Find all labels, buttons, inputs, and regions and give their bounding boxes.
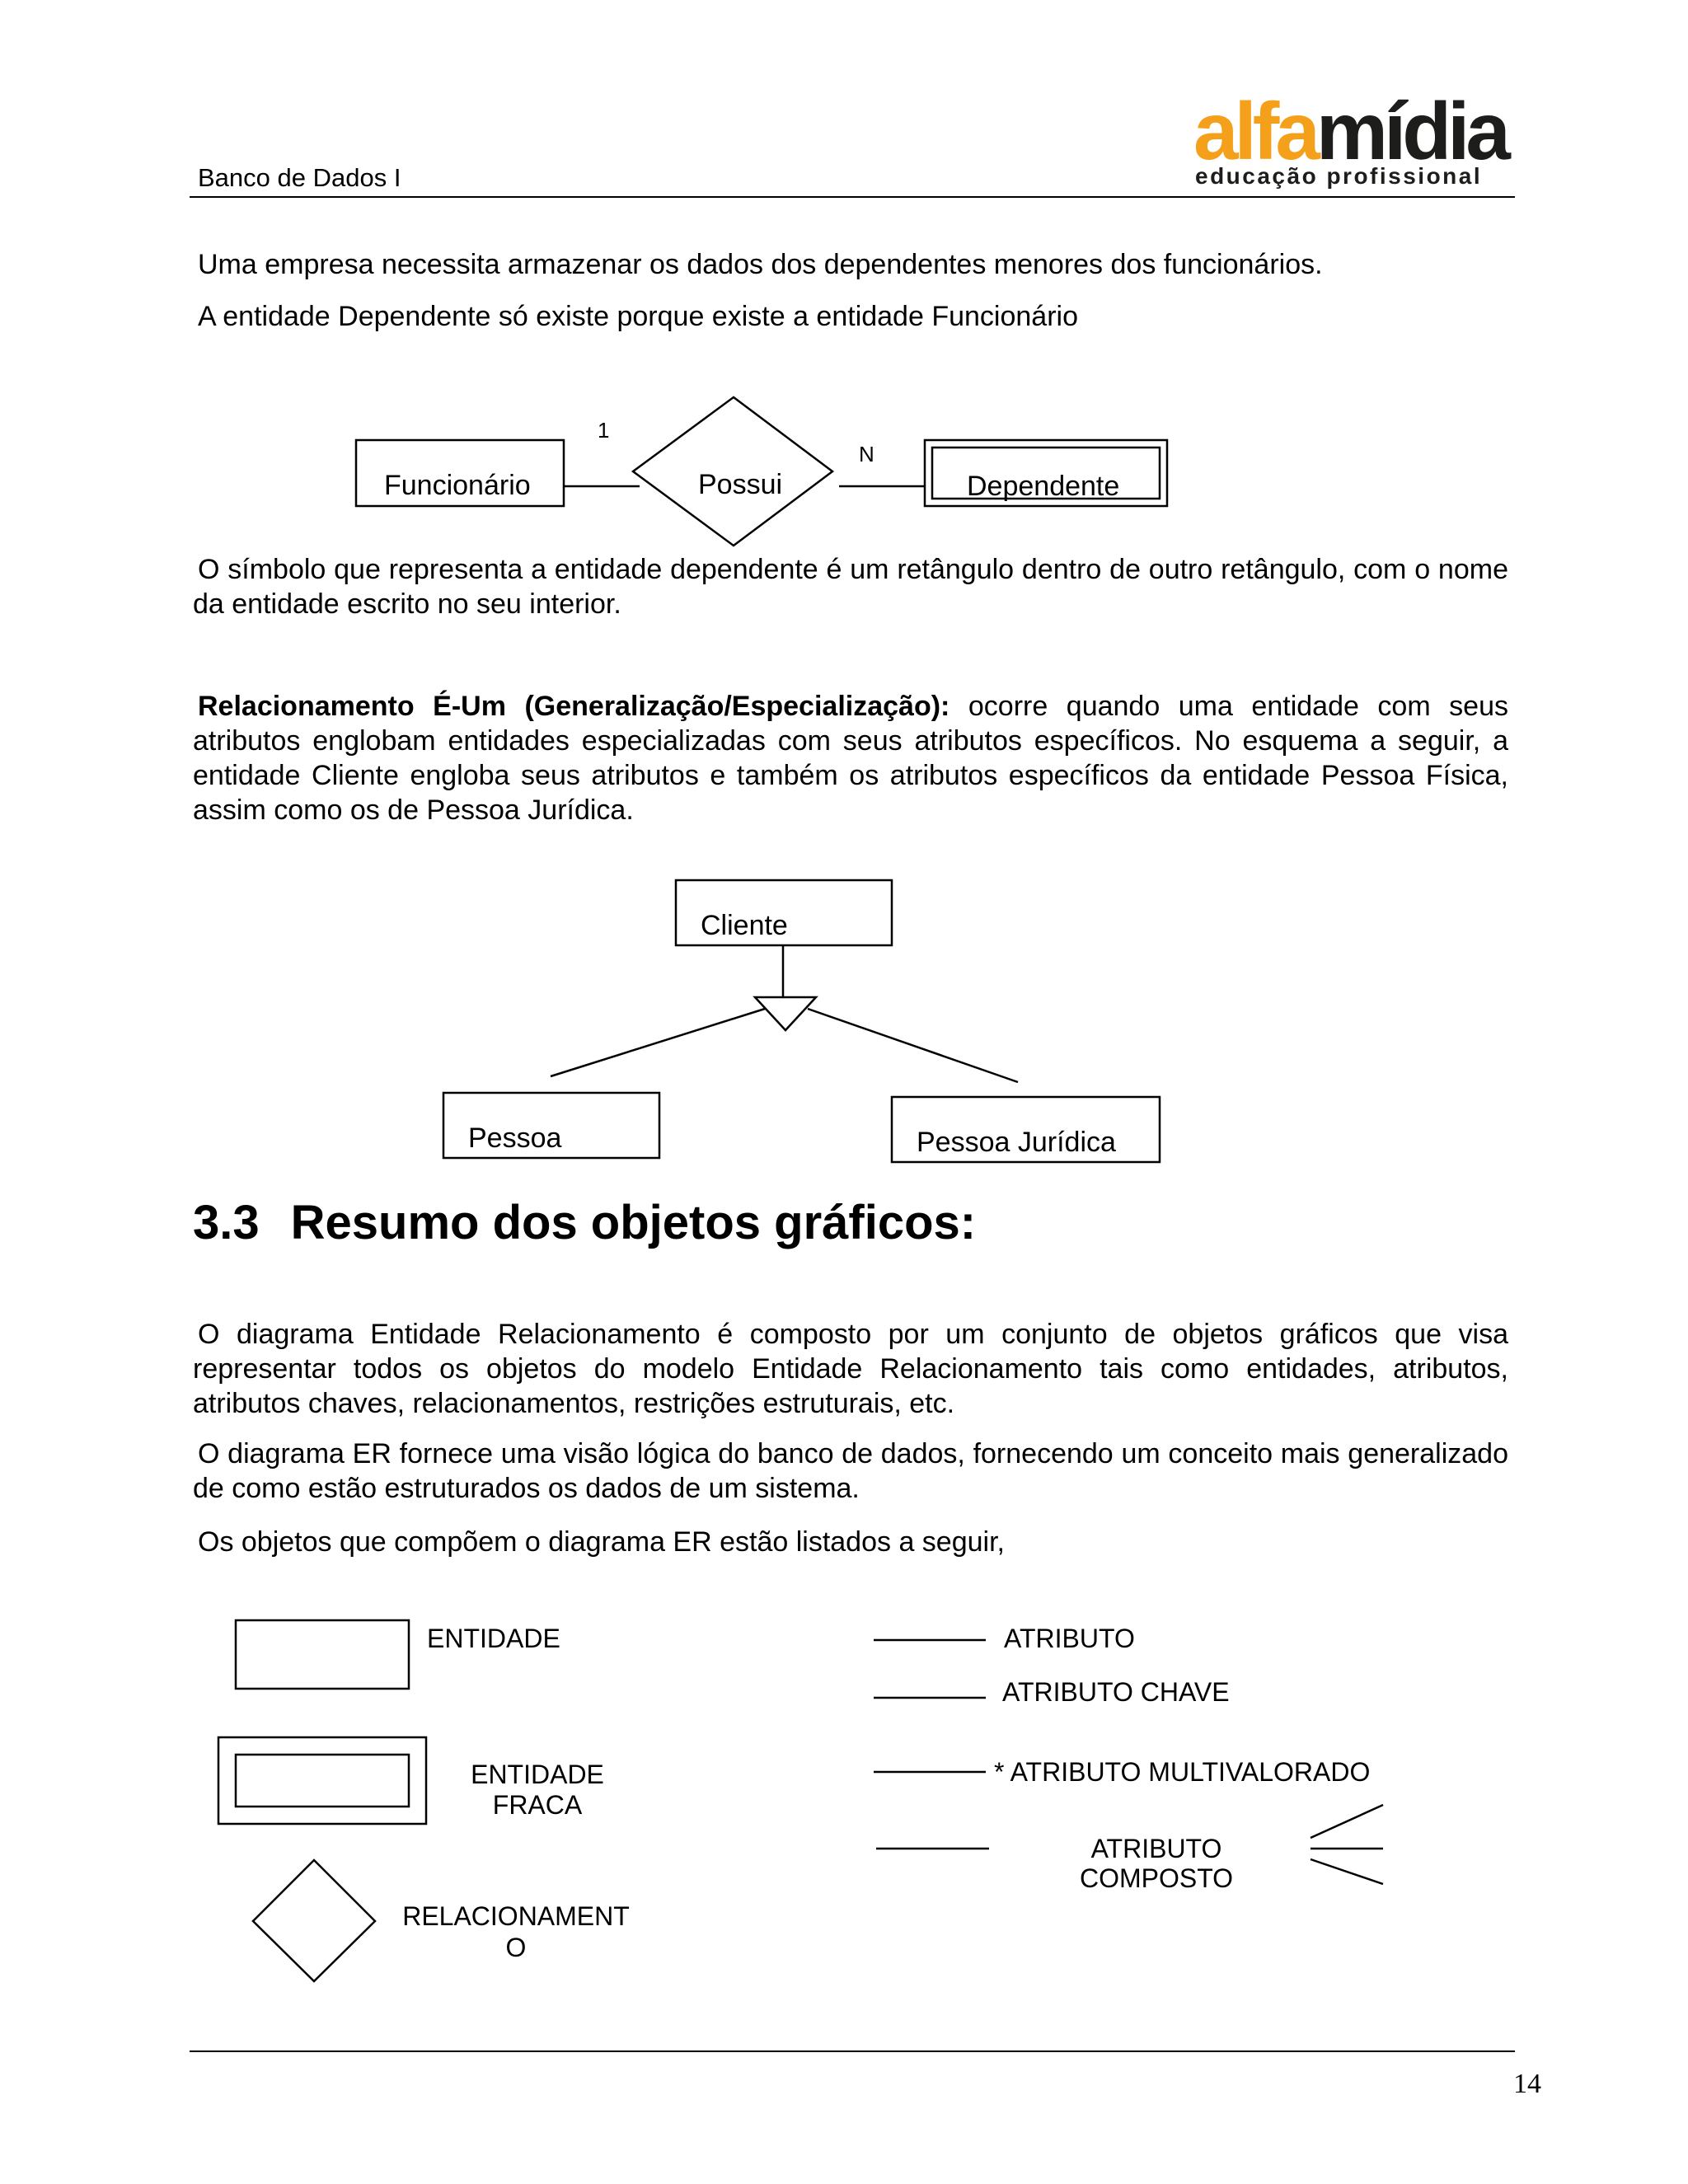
- logo-tagline: educação profissional: [1195, 163, 1483, 189]
- pessoa-label: Pessoa: [468, 1122, 562, 1154]
- legend-weak-entity-inner: [236, 1755, 409, 1807]
- page-number: 14: [1513, 2069, 1541, 2099]
- section-heading: 3.3 Resumo dos objetos gráficos:: [193, 1196, 977, 1249]
- isa-paragraph: [193, 689, 1508, 827]
- legend-composite-attribute-label-1: ATRIBUTO: [1090, 1834, 1222, 1863]
- isa-lead: Relacionamento É-Um (Generalização/Especialização):: [198, 691, 950, 722]
- summary-paragraph-1: O diagrama Entidade Relacionamento é composto por um conjunto de objetos gráficos que visa representar todos os objetos do modelo Entidade Relacionamento tais como entidades, atributos, atributos chaves, relacionamentos, restrições estruturais, etc.: [193, 1319, 1508, 1419]
- isa-triangle: [755, 997, 816, 1030]
- legend-weak-entity-label-1: ENTIDADE: [471, 1760, 604, 1789]
- possui-diamond: [633, 397, 832, 546]
- dependente-inner-box: [932, 448, 1160, 499]
- legend-entity-label: ENTIDADE: [427, 1624, 560, 1653]
- legend-multivalued-attribute-label: * ATRIBUTO MULTIVALORADO: [994, 1757, 1371, 1787]
- isa-line-left: [551, 1009, 765, 1076]
- legend-entity-box: [236, 1620, 409, 1689]
- possui-label: Possui: [698, 469, 783, 500]
- isa-text: ocorre quando uma entidade com seus atributos englobam entidades especializadas com seus atributos específicos. No esquema a seguir, a entidade Cliente engloba seus atributos e também os atributos específicos da entidade Pessoa Física, assim como os de Pessoa Jurídica.: [193, 691, 1508, 826]
- pessoa-juridica-label: Pessoa Jurídica: [917, 1127, 1116, 1158]
- legend-key-attribute-label: ATRIBUTO CHAVE: [1002, 1677, 1230, 1707]
- cliente-label: Cliente: [701, 910, 788, 941]
- legend-composite-attribute-label-2: COMPOSTO: [1079, 1863, 1234, 1893]
- legend-relationship-label-2: O: [505, 1933, 527, 1962]
- weak-entity-diagram: [356, 397, 1167, 546]
- legend-shapes: [218, 1620, 1383, 1981]
- legend-relationship-label-1: RELACIONAMENT: [402, 1901, 630, 1931]
- intro-paragraph-2: A entidade Dependente só existe porque existe a entidade Funcionário: [198, 301, 1078, 332]
- pessoa-juridica-entity-box: [892, 1097, 1160, 1162]
- cardinality-n: N: [859, 442, 874, 466]
- intro-paragraph-1: Uma empresa necessita armazenar os dados dos dependentes menores dos funcionários.: [198, 249, 1323, 280]
- logo-wordmark: alfamídia: [1193, 86, 1507, 176]
- funcionario-label: Funcionário: [384, 470, 531, 501]
- legend-relationship-diamond: [253, 1860, 375, 1981]
- dependente-label: Dependente: [967, 471, 1120, 502]
- cliente-entity-box: [676, 880, 892, 945]
- summary-paragraph-3: Os objetos que compõem o diagrama ER estão listados a seguir,: [198, 1526, 1005, 1558]
- cardinality-1: 1: [598, 418, 610, 443]
- funcionario-entity-box: [356, 440, 564, 506]
- footer-divider: [190, 2050, 1515, 2052]
- legend-composite-branch-bottom: [1311, 1859, 1383, 1884]
- isa-diagram: [443, 880, 1160, 1162]
- summary-paragraph-2: O diagrama ER fornece uma visão lógica do banco de dados, fornecendo um conceito mais generalizado de como estão estruturados os dados de um sistema.: [193, 1438, 1508, 1504]
- legend-attribute-label: ATRIBUTO: [1004, 1624, 1135, 1653]
- legend-composite-branch-top: [1311, 1805, 1383, 1838]
- header-title: Banco de Dados I: [198, 163, 401, 192]
- isa-line-right: [808, 1009, 1018, 1082]
- dependente-outer-box: [925, 440, 1167, 506]
- pessoa-entity-box: [443, 1093, 659, 1158]
- alfamidia-logo: [1193, 86, 1515, 198]
- header-divider: [190, 196, 1515, 198]
- legend-weak-entity-label-2: FRACA: [492, 1790, 583, 1820]
- legend-weak-entity-outer: [218, 1737, 426, 1824]
- weak-entity-explanation: O símbolo que representa a entidade dependente é um retângulo dentro de outro retângulo, com o nome da entidade escrito no seu interior.: [193, 554, 1508, 620]
